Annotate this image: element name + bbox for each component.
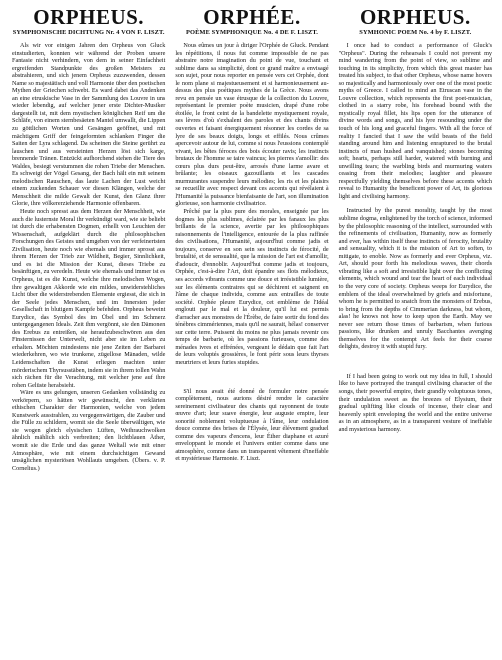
english-subtitle: SYMHONIC POEM No. 4 by F. LISZT. <box>359 29 472 36</box>
french-column <box>175 6 328 472</box>
english-column <box>339 6 492 472</box>
french-title: ORPHÉE. <box>203 5 301 29</box>
german-paragraph-1: Als wir vor einigen Jahren den Orpheus von Gluck einstudierten, konnten wir während der Proben unsere Fantasie nicht verhindern, von dem in seiner Einfachheit ergreifenden Standpunkte des großen Meisters zu abstrahieren, und sich jenem Orpheus zuzuwenden, dessen Name so majestätisch und voll Harmonie über den poetischen Mythen der Griechen schwebt. Es ward dabei das Andenken an eine etruskische Vase in der Sammlung des Louvre in uns wieder lebendig, auf welcher jener erste Dichter-Musiker dargestellt ist, mit dem mystischen königlichen Reif um die Schläfe, von einem sternbesäeten Mantel umwallt, die Lippen zu göttlichen Worten und Gesängen geöffnet, und mit mächtigem Griff der feingeformten schlanken Finger die Saiten der Lyra schlagend. Da scheinen die Steine gerührt zu lauschen und aus versteinten Herzen löst sich karge, brennende Tränen. Entzückt aufhorchend stehen die Tiere des Waldes, besiegt verstummen die rohen Triebe der Menschen. Es schweigt der Vögel Gesang, der Bach hält ein mit seinem melodischen Rauschen, das laute Lachen der Lust weicht einem zuckenden Schauer vor diesen Klängen, welche der Menschheit die milde Gewalt der Kunst, den Glanz ihrer Glorie, ihre völkererziehende Harmonie offenbaren. <box>12 42 166 208</box>
french-paragraph-2: Prêché par la plus pure des morales, enseignée par les dogmes les plus sublimes, éclairée par les fanaux les plus brillants de la science, avertie par les philosophiques raisonnements de l'intelligence, entourée de la plus raffinée des civilisations, l'Humanité, aujourd'hui comme jadis et toujours, conserve en son sein ses instincts de férocité, de brutalité, et de sensualité, que la mission de l'art est d'amollir, d'adoucir, d'ennoblir. Aujourd'hui comme jadis et toujours, Orphée, c'est-à-dire l'Art, doit épandre ses flots mélodieux, ses accords vibrants comme une douce et irrésistible lumière, sur les éléments contraires qui se déchirent et saignent en l'âme de chaque individu, comme aux entrailles de toute société. Orphée pleure Eurydice, cet emblème de l'Idéal englouti par le mal et la douleur, qu'il lui est permis d'arracher aux monstres de l'Érèbe, de faire sortir du fond des ténèbres cimmériennes, mais qu'il ne saurait, hélas! conserver sur cette terre. Puissent du moins ne plus jamais revenir ces temps de barbarie, où les passions furieuses, comme des ménades ivres et effrénées, vengeant le dédain que fait l'art de leurs voluptés grossières, le font périr sous leurs thyrses meurtriers et leurs furies stupides. <box>175 208 329 366</box>
trilingual-columns <box>12 6 492 472</box>
english-paragraph-1: I once had to conduct a performance of Gluck's "Orpheus". During the rehearsals I could not prevent my mind wandering from the point of view, so sublime and touching in its simplicity, from which this great master has treated his subject, to that other Orpheus, whose name hovers so majestically and harmoniously over one of the most poetic myths of Greece. I called to mind an Etruscan vase in the Louvre collection, which represents the first poet-musician, clothed in a starry robe, his forehead bound with the mystically royal fillet, his lips open for the utterance of divine words and songs, and his lyre resounding under the touch of his long and graceful fingers. With all the force of reality I fancied that I saw the wild beasts of the field standing around him and listening enraptured to the brutal instincts of man hushed and vanquished; stones becoming soft; hearts, perhaps still harder, watered with burning and unwilling tears; the warbling birds and murmuring waters ceasing from their melodies; laughter and pleasure respectfully yielding themselves before these accents which reveal to Humanity the beneficent power of Art, its glorious light and civilising harmony. <box>338 42 492 200</box>
german-title: ORPHEUS. <box>33 5 145 29</box>
french-paragraph-1: Nous eûmes un jour à diriger l'Orphée de Gluck. Pendant les répétitions, il nous fut comme impossible de ne pas abstraire notre imagination du point de vue, touchant et sublime dans sa simplicité, dont ce grand maître a envisagé son sujet, pour nous reporter en pensée vers cet Orphée, dont le nom plane si majestueusement et si harmonieusement au-dessus des plus poétiques mythes de la Grèce. Nous avons revu en pensée un vase étrusque de la collection du Louvre, représentant le premier poète musicien, drapé d'une robe étoilée, le front ceint de la bandelette mystiquement royale, ses lèvres d'où s'exhalent des paroles et des chants divins ouvertes et faisant énergiquement résonner les cordes de sa lyre de ses beaux doigts, longs et effilés. Nous crûmes apercevoir autour de lui, comme si nous l'eussions contemplé vivant, les bêtes féroces des bois écouter ravis; les instincts brutaux de l'homme se taire vaincus; les pierres s'amollir: des cœurs plus durs peut-être, arrosés d'une larme avare et brûlante; les oiseaux gazouillants et les cascades murmurantes suspendre leurs mélodies; les ris et les plaisirs se recueillir avec respect devant ces accents qui révélaient à l'Humanité la puissance bienfaisante de l'art, son illumination glorieuse, son harmonie civilisatrice. <box>175 42 329 208</box>
german-column <box>12 6 165 472</box>
english-paragraph-2: Instructed by the purest morality, taught by the most sublime dogma, enlightened by the torch of science, informed by the philosophic reasoning of the intellect, surrounded with the refinements of civilisation, Humanity, now as formerly and ever, has within itself these instincts of ferocity, brutality and sensuality, which it is the mission of Art to soften, to mitigate, to enoble. Now as formerly and ever Orpheus, viz. Art, should pour forth his melodious waves, their chords vibrating like a soft and irresistible light over the conflicting elements, which wound and tear the heart of each individual to the very core of society. Orpheus weeps for Eurydice, the emblem of the ideal overwhelmed by griefs and misfortune, whom he is permitted to snatch from the monsters of Erebus, to bring from the depths of Cimmerian darkness, but whom, alas! he knows not how to keep upon the Earth. May we never see return those times of barbarism, when furious passions, like drunken and unruly Bacchantes avenging themselves for the contempt Art feels for their coarse delights, destroy it with stupid fury. <box>338 207 492 351</box>
german-subtitle: SYMPHONISCHE DICHTUNG Nr. 4 VON F. LISZT. <box>12 29 165 36</box>
french-subtitle: POÈME SYMPHONIQUE No. 4 DE F. LISZT. <box>186 29 318 36</box>
german-paragraph-3: Wäre es uns gelungen, unseren Gedanken vollständig zu verkörpern, so hätten wir gewünscht, den verklärten ethischen Charakter der Harmonien, welche von jedem Kunstwerk ausstrahlen, zu vergegenwärtigen, die Zauber und die Fülle zu schildern, womit sie die Seele überwältigen, wie sie wogen gleich elysischen Lüften, Weihrauchwolken ähnlich mählich sich verbreiten; den lichtblauen Äther, womit sie die Erde und das ganze Weltall wie mit einer Atmosphäre, wie mit einem durchsichtigen Gewand unsäglichen mysteriösen Wohllauts umgeben. (Übers. v. P. Cornelius.) <box>12 389 166 472</box>
german-paragraph-2: Heute noch spresst aus dem Herzen der Menschheit, wie auch die lusternste Moral ihr verkündigt ward, wie sie beliebt ist durch die erhabensten Dogmen, erhellt von Leuchten der Wissenschaft, aufgeklärt durch die philosophischen Forschungen des Geistes und umgeben von der verfeinertsten Zivilisation, heute noch wie ehemals und immer sprosst aus ihrem Herzen der Trieb zur Wildheit, Begier, Sinnlichkeit, und es ist die Mission der Kunst, dieses Triebe zu besänftigen, zu veredeln. Heute wie ehemals und immer ist es Orpheus, ist es die Kunst, welche ihre melodischen Wogen, ihre gewaltigen Akkorde wie ein mildes, unwiderstehliches Licht über die widerstrebenden Elemente ergiesst, die sich in der Seele jedes Menschen, und im Innersten jeder Gesellschaft in blutigem Kampfe befehden. Orpheus beweint Eurydice, das Symbol des im Übel und im Schmerz untergegangenen Ideals. Zeit ihm vergönnt, sie den Dämonen des Erebus zu entreißen, sie heraufzubeschwören aus den Finsternissen der Unterwelt, nicht aber sie im Leben zu erhalten. Möchten mindestens nie jene Zeiten der Barbarei wiederkehren, wo wie trunkene, zügellose Mänaden, wilde Leidenschaften die Kunst erliegen machten unter mörderischem Thyrsusstäben, indem sie in ihrem tollen Wahn sich rächen für die Verachtung, mit welcher jene auf ihre rohen Gelüste herabsieht. <box>12 208 166 389</box>
english-paragraph-3: If I had been going to work out my idea in full, I should like to have portrayed the tranquil civilising character of the songs, their powerful empire, their grandly voluptuous tones, their undulation sweet as the breezes of Elysium, their gradual uplifting like clouds of incense, their clear and heavenly spirit enveloping the world and the entire universe as in an atmosphere, as in a transparent vesture of ineffable and mysterious harmony. <box>338 372 492 433</box>
french-paragraph-3: S'il nous avait été donné de formuler notre pensée complètement, nous aurions désiré rendre le caractère sereinement civilisateur des chants qui rayonnent de toute œuvre d'art; leur suave énergie, leur auguste empire, leur sonorité noblement voluptueuse à l'âme, leur ondulation douce comme des brises de l'Élysée, leur élévement graduel comme des vapeurs d'encens, leur Éther diaphane et azuré enveloppant le monde et l'univers entier comme dans une atmosphère, comme dans un transparent vêtement d'ineffable et mystérieuse Harmonie. F. Liszt. <box>175 387 329 463</box>
english-title: ORPHEUS. <box>359 5 471 29</box>
